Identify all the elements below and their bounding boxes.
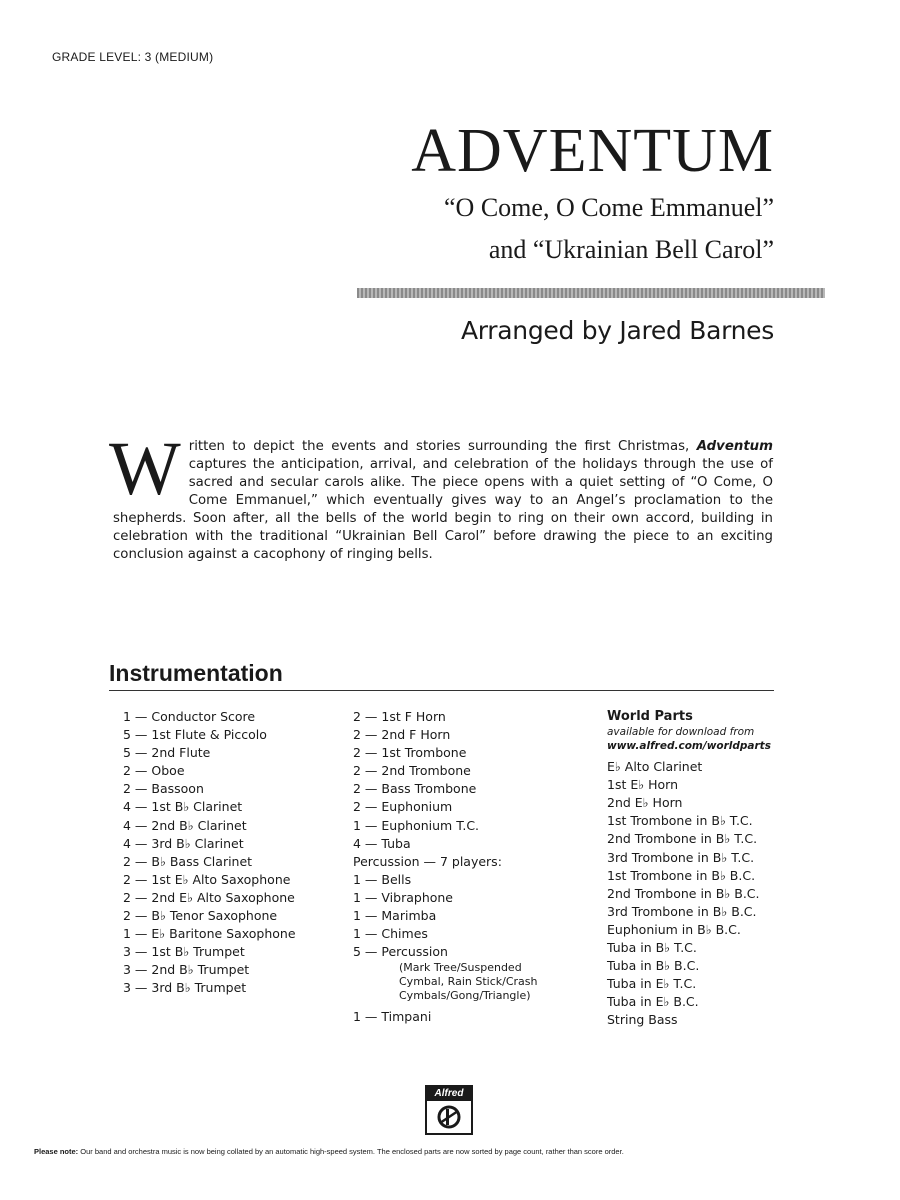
world-part-row: 2nd Trombone in B♭ B.C. — [607, 885, 760, 901]
logo-wordmark: Alfred — [427, 1087, 471, 1101]
world-part-row: 3rd Trombone in B♭ T.C. — [607, 849, 755, 865]
world-part-row: 2nd E♭ Horn — [607, 795, 683, 811]
title-block — [411, 118, 774, 268]
instrument-row: 1 — E♭ Baritone Saxophone — [123, 926, 296, 942]
world-part-row: E♭ Alto Clarinet — [607, 759, 703, 775]
instrument-row: 2 — 2nd Trombone — [353, 763, 471, 779]
world-part-row: 1st E♭ Horn — [607, 777, 678, 793]
instrument-row: 2 — Bass Trombone — [353, 781, 477, 797]
world-part-row: Euphonium in B♭ B.C. — [607, 921, 741, 937]
world-part-row: String Bass — [607, 1012, 678, 1028]
world-part-row: 1st Trombone in B♭ T.C. — [607, 813, 753, 829]
subtitle-line-1: “O Come, O Come Emmanuel” — [444, 193, 774, 222]
world-parts-column — [607, 708, 771, 1030]
instrument-row: 2 — Euphonium — [353, 799, 453, 815]
instrument-row: 3 — 3rd B♭ Trumpet — [123, 980, 247, 996]
instrument-row: 5 — 1st Flute & Piccolo — [123, 727, 267, 743]
subtitle-line-2: and “Ukrainian Bell Carol” — [488, 235, 774, 264]
footer-note — [34, 1147, 864, 1156]
world-parts-title: World Parts — [607, 709, 693, 724]
world-part-row: Tuba in E♭ B.C. — [607, 994, 699, 1010]
drop-cap: W — [109, 427, 181, 511]
program-notes — [109, 427, 773, 564]
instrument-row: 5 — 2nd Flute — [123, 745, 211, 761]
instrument-row: 1 — Marimba — [353, 908, 437, 924]
percussion-note: (Mark Tree/Suspended Cymbal, Rain Stick/Crash Cymbals/Gong/Triangle) — [399, 961, 538, 1003]
intro-text-2: captures the anticipation, arrival, and celebration of the holidays through the use of sacred and secular carols alike. The piece opens with a quiet setting of “O Come, O Come Emmanuel,” which eventually gives way to an Angel’s proclamation to the shepherds. Soon after, all the bells of the world begin to ring on their own accord, building in celebration with the traditional “Ukrainian Bell Carol” before drawing the piece to an exciting conclusion against a cacophony of ringing bells. — [113, 457, 773, 562]
instrument-row: 1 — Conductor Score — [123, 709, 256, 724]
instrument-row: 5 — Percussion — [353, 944, 448, 960]
world-part-row: Tuba in B♭ B.C. — [607, 958, 700, 974]
instrument-column-1 — [123, 708, 296, 998]
instrument-row: 2 — 2nd E♭ Alto Saxophone — [123, 889, 295, 905]
percussion-heading: Percussion — 7 players: — [353, 853, 502, 869]
piece-title: ADVENTUM — [411, 117, 774, 185]
instrument-row: 2 — 1st Trombone — [353, 745, 467, 761]
world-part-row: Tuba in B♭ T.C. — [607, 940, 697, 956]
instrument-row: 1 — Euphonium T.C. — [353, 817, 480, 833]
footer-text: Our band and orchestra music is now being collated by an automatic high-speed system. The enclosed parts are now sorted by page count, rather than score order. — [78, 1147, 624, 1156]
instrument-row: 2 — B♭ Tenor Saxophone — [123, 908, 278, 924]
instrument-row: 1 — Vibraphone — [353, 889, 453, 905]
instrument-row: 2 — 1st F Horn — [353, 709, 446, 724]
instrument-row: 3 — 2nd B♭ Trumpet — [123, 962, 250, 978]
world-parts-url: www.alfred.com/worldparts — [607, 740, 771, 753]
instrument-row: 2 — B♭ Bass Clarinet — [123, 853, 253, 869]
instrument-row: 4 — 3rd B♭ Clarinet — [123, 835, 244, 851]
grade-level: GRADE LEVEL: 3 (MEDIUM) — [52, 50, 214, 64]
decorative-rule — [357, 288, 825, 298]
instrument-row: 2 — 2nd F Horn — [353, 727, 451, 743]
instrument-row: 2 — Bassoon — [123, 781, 204, 797]
instrumentation-heading: Instrumentation — [109, 660, 283, 686]
instrument-row: 1 — Timpani — [353, 1009, 432, 1025]
world-part-row: 3rd Trombone in B♭ B.C. — [607, 903, 757, 919]
alfred-logo — [425, 1085, 473, 1135]
instrument-row: 3 — 1st B♭ Trumpet — [123, 944, 245, 960]
instrument-row: 4 — Tuba — [353, 835, 411, 851]
arranger-credit: Arranged by Jared Barnes — [460, 316, 774, 345]
footer-label: Please note: — [34, 1147, 79, 1156]
instrument-row: 2 — Oboe — [123, 763, 185, 779]
intro-text-1: ritten to depict the events and stories surrounding the first Christmas, — [188, 439, 697, 454]
instrument-column-2 — [353, 708, 539, 1026]
instrument-row: 1 — Bells — [353, 871, 412, 887]
world-part-row: 2nd Trombone in B♭ T.C. — [607, 831, 758, 847]
instrument-row: 4 — 2nd B♭ Clarinet — [123, 817, 247, 833]
instrument-row: 4 — 1st B♭ Clarinet — [123, 799, 243, 815]
instrument-row: 2 — 1st E♭ Alto Saxophone — [123, 871, 291, 887]
world-parts-note: available for download from — [607, 726, 755, 739]
world-part-row: Tuba in E♭ T.C. — [607, 976, 697, 992]
intro-title-emphasis: Adventum — [696, 439, 773, 454]
logo-emblem-icon — [427, 1101, 471, 1133]
instrument-row: 1 — Chimes — [353, 926, 428, 942]
heading-divider — [109, 690, 774, 691]
world-part-row: 1st Trombone in B♭ B.C. — [607, 867, 756, 883]
